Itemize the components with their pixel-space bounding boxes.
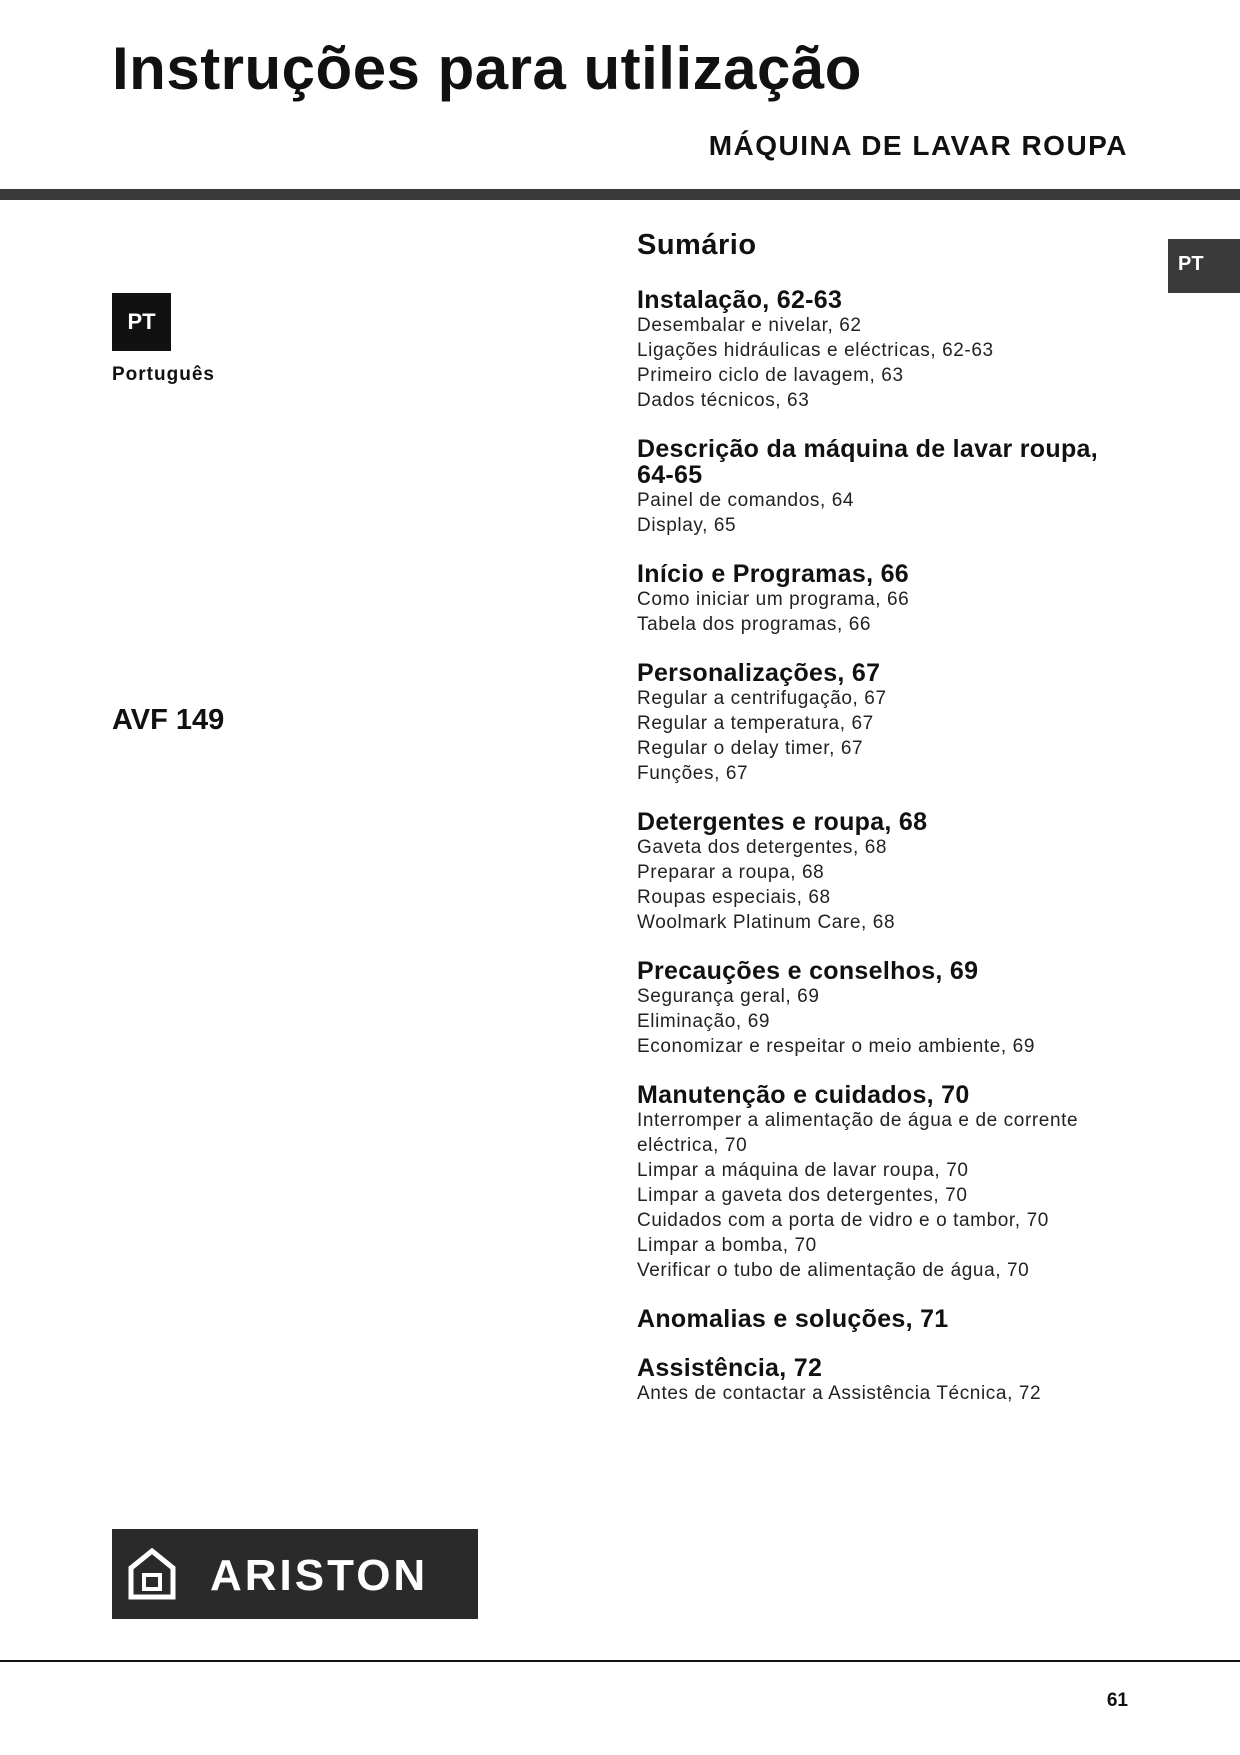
page-number: 61 xyxy=(1106,1690,1128,1711)
language-label: Português xyxy=(112,364,215,385)
table-of-contents xyxy=(637,225,1157,1429)
toc-section xyxy=(637,660,1157,786)
toc-item: Painel de comandos, 64 xyxy=(637,490,855,511)
language-side-tab: PT xyxy=(1168,239,1240,293)
toc-sections xyxy=(637,287,1157,1406)
toc-section xyxy=(637,287,1157,413)
toc-item: Economizar e respeitar o meio ambiente, 69 xyxy=(637,1036,1036,1057)
toc-item: Regular a temperatura, 67 xyxy=(637,713,874,734)
brand-logo xyxy=(112,1529,478,1619)
toc-item: Preparar a roupa, 68 xyxy=(637,862,825,883)
toc-section-heading: Manutenção e cuidados, 70 xyxy=(637,1081,970,1109)
toc-section-heading: Assistência, 72 xyxy=(637,1354,823,1382)
toc-section-heading: Descrição da máquina de lavar roupa, 64-65 xyxy=(637,435,1098,489)
toc-item: Display, 65 xyxy=(637,515,737,536)
model-name: AVF 149 xyxy=(112,704,225,736)
toc-item: Segurança geral, 69 xyxy=(637,986,820,1007)
footer-divider xyxy=(0,1660,1240,1662)
house-logo-icon xyxy=(128,1548,176,1600)
toc-item: Limpar a gaveta dos detergentes, 70 xyxy=(637,1185,968,1206)
toc-item: Eliminação, 69 xyxy=(637,1011,771,1032)
toc-item: Woolmark Platinum Care, 68 xyxy=(637,912,896,933)
toc-section xyxy=(637,436,1157,538)
toc-item: Ligações hidráulicas e eléctricas, 62-63 xyxy=(637,340,994,361)
toc-section xyxy=(637,561,1157,637)
header-divider xyxy=(0,189,1240,200)
toc-item: Como iniciar um programa, 66 xyxy=(637,589,910,610)
toc-item: Limpar a bomba, 70 xyxy=(637,1235,817,1256)
toc-section xyxy=(637,1082,1157,1283)
toc-section-heading: Personalizações, 67 xyxy=(637,659,881,687)
toc-item: Interromper a alimentação de água e de corrente eléctrica, 70 xyxy=(637,1110,1079,1156)
toc-section xyxy=(637,958,1157,1059)
language-code-badge: PT xyxy=(112,293,171,351)
toc-item: Gaveta dos detergentes, 68 xyxy=(637,837,888,858)
toc-section-heading: Anomalias e soluções, 71 xyxy=(637,1305,949,1333)
toc-section-heading: Início e Programas, 66 xyxy=(637,560,909,588)
toc-section-heading: Instalação, 62-63 xyxy=(637,286,843,314)
page-title: Instruções para utilização xyxy=(112,35,862,102)
page-subtitle: MÁQUINA DE LAVAR ROUPA xyxy=(708,130,1128,161)
toc-section-heading: Detergentes e roupa, 68 xyxy=(637,808,928,836)
toc-item: Regular o delay timer, 67 xyxy=(637,738,864,759)
toc-item: Tabela dos programas, 66 xyxy=(637,614,872,635)
toc-item: Dados técnicos, 63 xyxy=(637,390,810,411)
toc-item: Antes de contactar a Assistência Técnica, 72 xyxy=(637,1383,1042,1404)
toc-section xyxy=(637,1355,1157,1406)
toc-item: Desembalar e nivelar, 62 xyxy=(637,315,862,336)
toc-item: Roupas especiais, 68 xyxy=(637,887,831,908)
toc-title: Sumário xyxy=(637,229,757,261)
toc-item: Funções, 67 xyxy=(637,763,749,784)
toc-section xyxy=(637,809,1157,935)
toc-item: Primeiro ciclo de lavagem, 63 xyxy=(637,365,904,386)
toc-item: Limpar a máquina de lavar roupa, 70 xyxy=(637,1160,969,1181)
toc-item: Verificar o tubo de alimentação de água, 70 xyxy=(637,1260,1030,1281)
toc-section-heading: Precauções e conselhos, 69 xyxy=(637,957,979,985)
brand-name: ARISTON xyxy=(210,1551,429,1600)
toc-item: Cuidados com a porta de vidro e o tambor, 70 xyxy=(637,1210,1049,1231)
toc-item: Regular a centrifugação, 67 xyxy=(637,688,887,709)
toc-section xyxy=(637,1306,1157,1332)
